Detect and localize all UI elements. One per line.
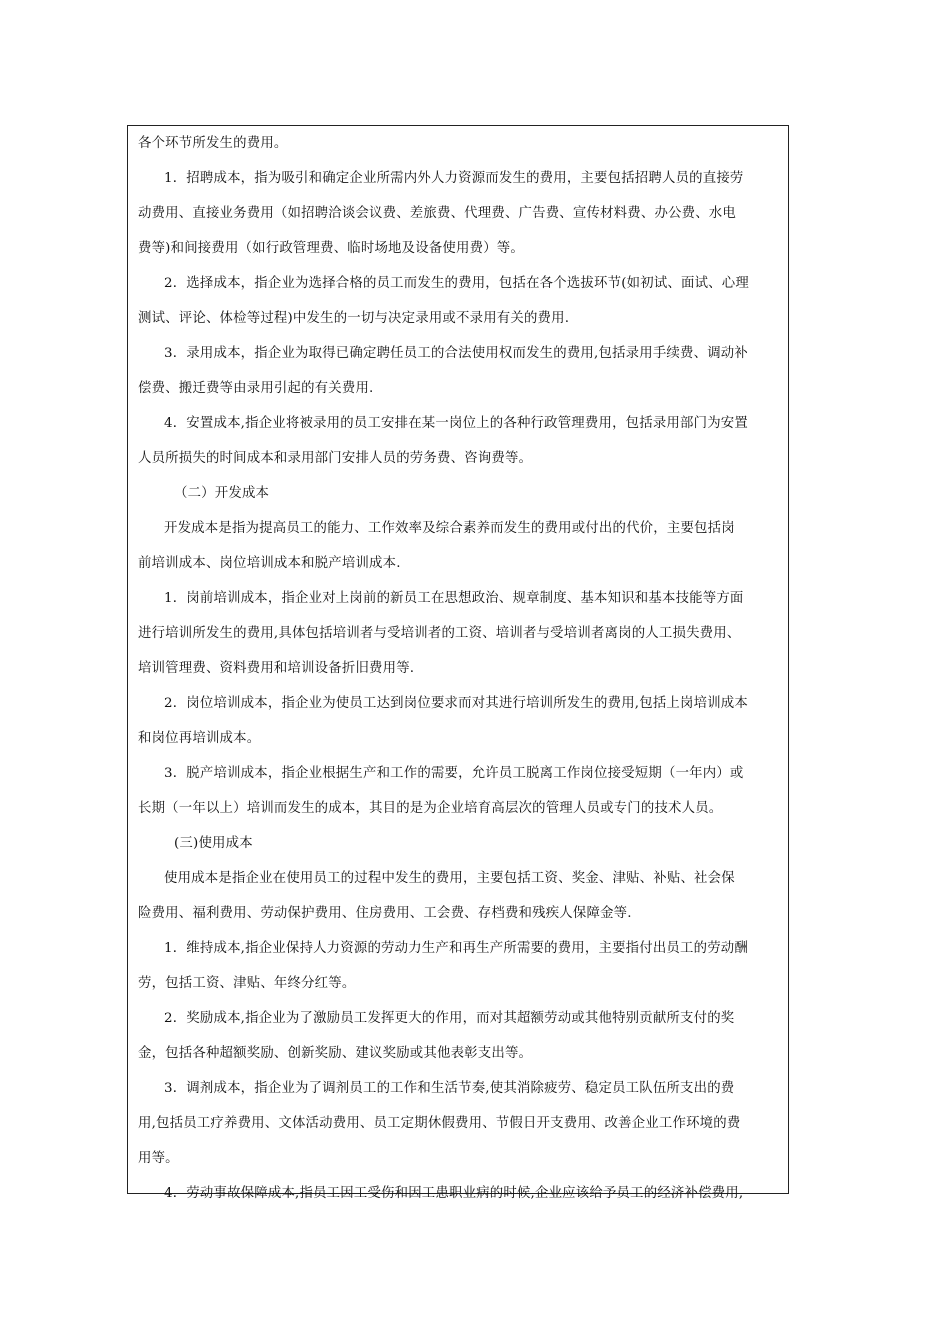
section-heading [138, 476, 780, 511]
text-line: 2．选择成本，指企业为选择合格的员工而发生的费用，包括在各个选拔环节(如初试、面试、心理 [164, 276, 749, 291]
paragraph [138, 581, 780, 686]
text-line: 测试、评论、体检等过程)中发生的一切与决定录用或不录用有关的费用. [138, 311, 570, 326]
text-line: 劳，包括工资、津贴、年终分红等。 [138, 976, 356, 991]
text-line: 4．安置成本,指企业将被录用的员工安排在某一岗位上的各种行政管理费用，包括录用部门为安置 [164, 416, 748, 431]
paragraph [138, 511, 780, 581]
text-line: 4．劳动事故保障成本,指员工因工受伤和因工患职业病的时候,企业应该给予员工的经济补偿费用, [164, 1186, 744, 1201]
text-line: 2．奖励成本,指企业为了激励员工发挥更大的作用，而对其超额劳动或其他特别贡献所支付的奖 [164, 1011, 735, 1026]
document-text-box [127, 125, 789, 1201]
text-line: 3．脱产培训成本，指企业根据生产和工作的需要，允许员工脱离工作岗位接受短期（一年内）或 [164, 766, 744, 781]
text-line: 动费用、直接业务费用（如招聘洽谈会议费、差旅费、代理费、广告费、宣传材料费、办公费、水电 [138, 206, 736, 221]
text-line: 使用成本是指企业在使用员工的过程中发生的费用，主要包括工资、奖金、津贴、补贴、社会保 [164, 871, 735, 886]
paragraph [138, 861, 780, 931]
text-line: 金，包括各种超额奖励、创新奖励、建议奖励或其他表彰支出等。 [138, 1046, 533, 1061]
paragraph [138, 931, 780, 1001]
text-line: 人员所损失的时间成本和录用部门安排人员的劳务费、咨询费等。 [138, 451, 533, 466]
text-line: 3．录用成本，指企业为取得已确定聘任员工的合法使用权而发生的费用,包括录用手续费、调动补 [164, 346, 748, 361]
text-line: 各个环节所发生的费用。 [138, 136, 288, 151]
text-line: 2．岗位培训成本，指企业为使员工达到岗位要求而对其进行培训所发生的费用,包括上岗培训成本 [164, 696, 748, 711]
paragraph [138, 406, 780, 476]
text-line: 进行培训所发生的费用,具体包括培训者与受培训者的工资、培训者与受培训者离岗的人工损失费用、 [138, 626, 741, 641]
text-line: 和岗位再培训成本。 [138, 731, 261, 746]
text-line: 1．招聘成本，指为吸引和确定企业所需内外人力资源而发生的费用，主要包括招聘人员的直接劳 [164, 171, 744, 186]
text-line: 险费用、福利费用、劳动保护费用、住房费用、工会费、存档费和残疾人保障金等. [138, 906, 632, 921]
paragraph [138, 126, 780, 161]
text-line: 1．岗前培训成本，指企业对上岗前的新员工在思想政治、规章制度、基本知识和基本技能等方面 [164, 591, 744, 606]
text-line: 长期（一年以上）培训而发生的成本，其目的是为企业培育高层次的管理人员或专门的技术人员。 [138, 801, 723, 816]
text-line: (三)使用成本 [174, 836, 253, 851]
text-line: 3．调剂成本，指企业为了调剂员工的工作和生活节奏,使其消除疲劳、稳定员工队伍所支出的费 [164, 1081, 735, 1096]
text-line: 开发成本是指为提高员工的能力、工作效率及综合素养而发生的费用或付出的代价，主要包括岗 [164, 521, 735, 536]
section-heading [138, 826, 780, 861]
text-line: 偿费、搬迁费等由录用引起的有关费用. [138, 381, 374, 396]
paragraph [138, 161, 780, 266]
paragraph [138, 1071, 780, 1176]
text-line: 用,包括员工疗养费用、文体活动费用、员工定期休假费用、节假日开支费用、改善企业工作环境的费 [138, 1116, 741, 1131]
text-line: 前培训成本、岗位培训成本和脱产培训成本. [138, 556, 401, 571]
document-body [138, 126, 780, 1211]
paragraph [138, 686, 780, 756]
paragraph [138, 756, 780, 826]
text-line: 费等)和间接费用（如行政管理费、临时场地及设备使用费）等。 [138, 241, 524, 256]
paragraph [138, 1176, 780, 1211]
text-line: 用等。 [138, 1151, 179, 1166]
text-line: （二）开发成本 [174, 486, 270, 501]
text-line: 培训管理费、资料费用和培训设备折旧费用等. [138, 661, 415, 676]
paragraph [138, 266, 780, 336]
text-line: 1．维持成本,指企业保持人力资源的劳动力生产和再生产所需要的费用，主要指付出员工的劳动酬 [164, 941, 748, 956]
paragraph [138, 336, 780, 406]
paragraph [138, 1001, 780, 1071]
